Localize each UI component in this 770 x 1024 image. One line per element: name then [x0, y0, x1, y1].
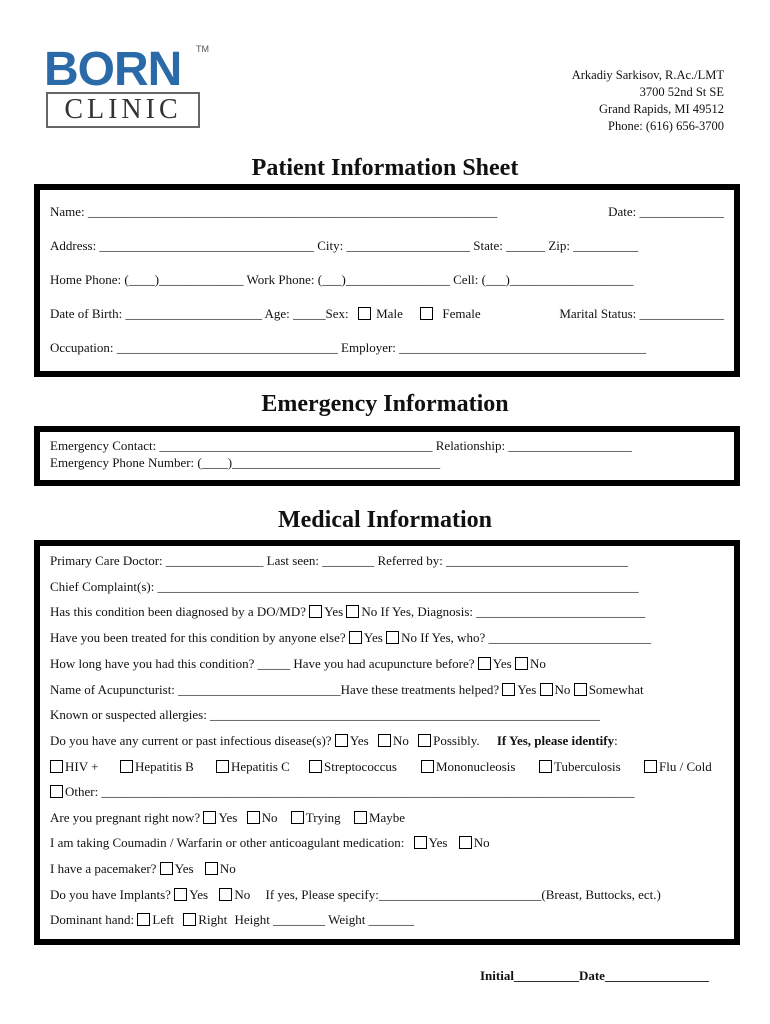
dominant-hand-question: Dominant hand:	[50, 912, 135, 927]
left-hand-checkbox[interactable]	[137, 913, 150, 926]
dominant-hand-row	[50, 912, 724, 928]
yes-label: Yes	[517, 682, 537, 697]
disease-label: Hepatitis B	[135, 759, 194, 774]
helped-yes-checkbox[interactable]	[502, 683, 515, 696]
pregnant-trying-checkbox[interactable]	[291, 811, 304, 824]
trying-label: Trying	[305, 810, 341, 825]
address-line: Phone: (616) 656-3700	[608, 119, 724, 133]
helped-somewhat-checkbox[interactable]	[574, 683, 587, 696]
disease-label: HIV +	[65, 759, 99, 774]
right-hand-checkbox[interactable]	[183, 913, 196, 926]
emergency-contact-field[interactable]: Emergency Contact: __________________________________________ Relationship: ___________________	[50, 438, 632, 453]
address-line: 3700 52nd St SE	[639, 85, 724, 99]
emergency-section-title: Emergency Information	[261, 391, 509, 417]
other-checkbox[interactable]	[50, 785, 63, 798]
phones-field[interactable]: Home Phone: (____)_____________ Work Phone: (___)________________ Cell: (___)___________________	[50, 272, 634, 287]
yes-label: Yes	[218, 810, 238, 825]
chief-complaint-field[interactable]: Chief Complaint(s): __________________________________________________________________________	[50, 579, 639, 594]
yes-label: Yes	[189, 887, 209, 902]
date-field[interactable]: Date: _____________	[608, 204, 724, 219]
no-label: No	[529, 656, 546, 671]
disease-label: Hepatitis C	[231, 759, 290, 774]
clinic-address	[572, 67, 724, 135]
patient-info-box	[34, 184, 740, 377]
marital-status-field[interactable]: Marital Status: _____________	[559, 306, 724, 321]
right-label: Right	[198, 912, 228, 927]
female-label: Female	[442, 306, 481, 321]
infectious-yes-checkbox[interactable]	[335, 734, 348, 747]
acupuncture-before-row	[50, 656, 724, 672]
disease-label: Mononucleosis	[436, 759, 516, 774]
identify-label: If Yes, please identify	[496, 733, 615, 748]
implants-specify-field[interactable]: If yes, Please specify:_________________________(Breast, Buttocks, ect.)	[265, 887, 661, 902]
hepatitis-c-checkbox[interactable]	[216, 760, 229, 773]
diagnosed-yes-checkbox[interactable]	[309, 605, 322, 618]
no-label: No	[393, 733, 409, 748]
logo-brand-bottom: CLINIC	[46, 92, 200, 128]
yes-label: Yes	[428, 835, 448, 850]
infectious-no-checkbox[interactable]	[378, 734, 391, 747]
flu-cold-checkbox[interactable]	[644, 760, 657, 773]
pacemaker-yes-checkbox[interactable]	[160, 862, 173, 875]
logo-brand-top: BORN	[44, 43, 182, 96]
yes-label: Yes	[174, 861, 194, 876]
dob-age-field[interactable]: Date of Birth: _____________________ Age: _____Sex:	[50, 306, 349, 321]
pacemaker-no-checkbox[interactable]	[205, 862, 218, 875]
helped-no-checkbox[interactable]	[540, 683, 553, 696]
acupuncturist-field[interactable]: Name of Acupuncturist: _________________________Have these treatments helped?	[50, 682, 500, 697]
infectious-row: Do you have any current or past infectious disease(s)? Yes No Possibly. If Yes, please identify:	[50, 733, 618, 748]
medical-info-box	[34, 540, 740, 945]
implants-yes-checkbox[interactable]	[174, 888, 187, 901]
anticoagulant-no-checkbox[interactable]	[459, 836, 472, 849]
condition-duration-field[interactable]: How long have you had this condition? _____ Have you had acupuncture before?	[50, 656, 475, 671]
yes-label: Yes	[363, 630, 383, 645]
yes-label: Yes	[492, 656, 512, 671]
possibly-label: Possibly.	[433, 733, 480, 748]
infectious-question: Do you have any current or past infectious disease(s)?	[50, 733, 332, 748]
infectious-possibly-checkbox[interactable]	[418, 734, 431, 747]
born-clinic-logo	[44, 43, 214, 130]
patient-section-title: Patient Information Sheet	[251, 155, 519, 181]
no-label: No	[234, 887, 251, 902]
hepatitis-b-checkbox[interactable]	[120, 760, 133, 773]
acupuncturist-row	[50, 682, 724, 698]
treated-question: Have you been treated for this condition by anyone else?	[50, 630, 346, 645]
hiv-checkbox[interactable]	[50, 760, 63, 773]
logo-trademark: TM	[196, 44, 209, 54]
no-label: No	[554, 682, 571, 697]
primary-care-field[interactable]: Primary Care Doctor: _______________ Last seen: ________ Referred by: ____________________________	[50, 553, 629, 568]
treated-row	[50, 630, 724, 646]
acupuncture-no-checkbox[interactable]	[515, 657, 528, 670]
height-weight-field[interactable]: Height ________ Weight _______	[234, 912, 415, 927]
pacemaker-row	[50, 861, 724, 877]
address-field[interactable]: Address: _________________________________ City: ___________________ State: ______ Zip: __________	[50, 238, 639, 253]
disease-label: Flu / Cold	[659, 759, 712, 774]
diagnosed-question: Has this condition been diagnosed by a DO/MD?	[50, 604, 306, 619]
tuberculosis-checkbox[interactable]	[539, 760, 552, 773]
no-label: No	[219, 861, 236, 876]
anticoagulant-question: I am taking Coumadin / Warfarin or other anticoagulant medication:	[50, 835, 405, 850]
pregnant-yes-checkbox[interactable]	[203, 811, 216, 824]
allergies-field[interactable]: Known or suspected allergies: ____________________________________________________________	[50, 707, 601, 722]
anticoagulant-yes-checkbox[interactable]	[414, 836, 427, 849]
maybe-label: Maybe	[368, 810, 406, 825]
implants-row	[50, 887, 724, 903]
male-checkbox[interactable]	[358, 307, 371, 320]
treated-yes-checkbox[interactable]	[349, 631, 362, 644]
initial-date-field[interactable]: Initial__________Date________________	[480, 968, 709, 983]
female-checkbox[interactable]	[420, 307, 433, 320]
yes-label: Yes	[324, 604, 344, 619]
pregnant-row	[50, 810, 724, 826]
pregnant-maybe-checkbox[interactable]	[354, 811, 367, 824]
no-label: No	[473, 835, 490, 850]
pregnant-question: Are you pregnant right now?	[50, 810, 201, 825]
yes-label: Yes	[349, 733, 369, 748]
somewhat-label: Somewhat	[588, 682, 644, 697]
mononucleosis-checkbox[interactable]	[421, 760, 434, 773]
other-row	[50, 784, 724, 800]
streptococcus-checkbox[interactable]	[309, 760, 322, 773]
acupuncture-yes-checkbox[interactable]	[478, 657, 491, 670]
treated-no-checkbox[interactable]	[386, 631, 399, 644]
pacemaker-question: I have a pacemaker?	[50, 861, 157, 876]
name-row	[50, 204, 724, 220]
pregnant-no-checkbox[interactable]	[247, 811, 260, 824]
left-label: Left	[152, 912, 175, 927]
medical-section-title: Medical Information	[278, 507, 492, 533]
dob-row	[50, 306, 724, 322]
diagnosis-field[interactable]: No If Yes, Diagnosis: __________________________	[361, 604, 646, 619]
address-line: Arkadiy Sarkisov, R.Ac./LMT	[571, 68, 724, 82]
disease-label: Tuberculosis	[554, 759, 621, 774]
emergency-info-box	[34, 426, 740, 486]
no-label: No	[261, 810, 278, 825]
diagnosed-no-checkbox[interactable]	[346, 605, 359, 618]
name-field[interactable]: Name: _______________________________________________________________	[50, 204, 498, 219]
diagnosed-row	[50, 604, 724, 620]
male-label: Male	[376, 306, 403, 321]
treated-who-field[interactable]: No If Yes, who? _________________________	[401, 630, 651, 645]
address-line: Grand Rapids, MI 49512	[599, 102, 724, 116]
emergency-phone-field[interactable]: Emergency Phone Number: (____)________________________________	[50, 455, 441, 470]
other-field[interactable]: Other: __________________________________________________________________________________	[65, 784, 635, 799]
disease-label: Streptococcus	[324, 759, 397, 774]
occupation-field[interactable]: Occupation: __________________________________ Employer: ______________________________________	[50, 340, 647, 355]
implants-question: Do you have Implants?	[50, 887, 171, 902]
anticoagulant-row	[50, 835, 724, 851]
implants-no-checkbox[interactable]	[219, 888, 232, 901]
